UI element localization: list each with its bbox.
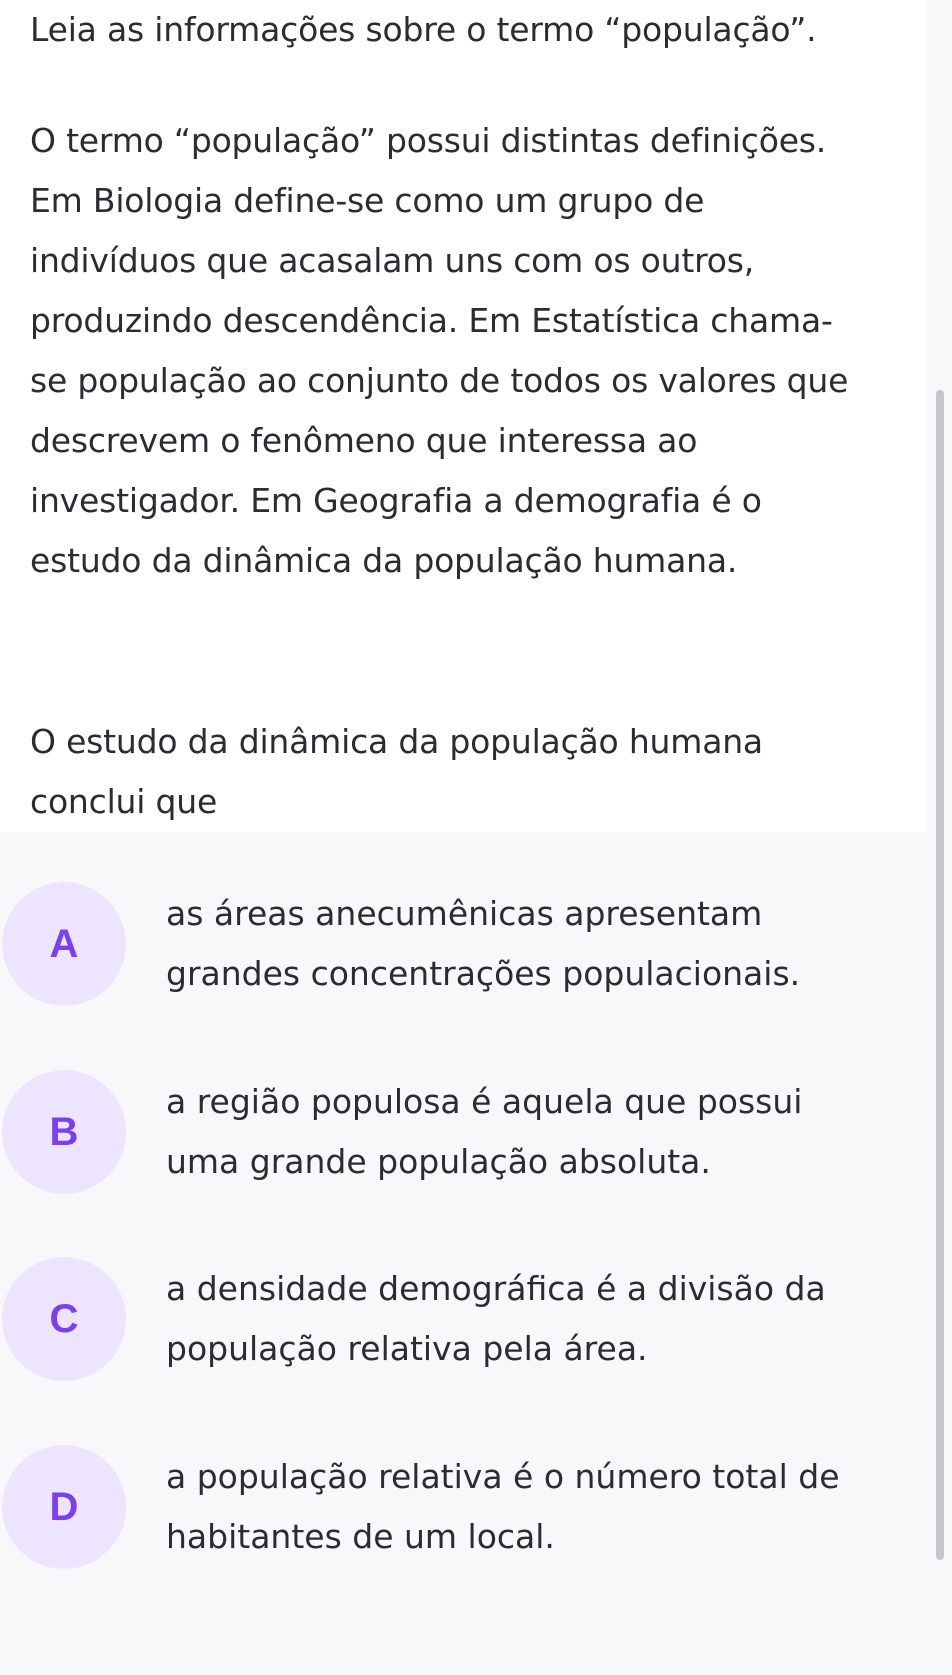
passage-line: se população ao conjunto de todos os valores que — [30, 361, 849, 400]
prompt-line: O estudo da dinâmica da população humana — [30, 722, 763, 761]
option-b[interactable] — [0, 1070, 926, 1220]
option-line: uma grande população absoluta. — [166, 1142, 711, 1181]
option-a[interactable] — [0, 882, 926, 1032]
option-a-badge[interactable]: A — [2, 882, 126, 1006]
question-intro: Leia as informações sobre o termo “população”. — [30, 10, 817, 49]
option-a-text[interactable] — [166, 884, 926, 1004]
passage-line: produzindo descendência. Em Estatística chama- — [30, 301, 833, 340]
option-c[interactable] — [0, 1257, 926, 1407]
passage-line: O termo “população” possui distintas definições. — [30, 121, 827, 160]
option-c-text[interactable] — [166, 1259, 926, 1379]
option-b-badge[interactable]: B — [2, 1070, 126, 1194]
answer-options — [0, 832, 926, 1675]
option-line: habitantes de um local. — [166, 1517, 555, 1556]
option-line: a região populosa é aquela que possui — [166, 1082, 803, 1121]
vertical-scrollbar[interactable] — [936, 390, 944, 1560]
option-d[interactable] — [0, 1445, 926, 1595]
passage-line: indivíduos que acasalam uns com os outros, — [30, 241, 755, 280]
question-panel — [0, 0, 926, 832]
option-b-text[interactable] — [166, 1072, 926, 1192]
option-line: as áreas anecumênicas apresentam — [166, 894, 763, 933]
question-prompt — [30, 712, 930, 832]
passage-line: descrevem o fenômeno que interessa ao — [30, 421, 698, 460]
option-line: grandes concentrações populacionais. — [166, 954, 801, 993]
option-c-badge[interactable]: C — [2, 1257, 126, 1381]
option-line: a população relativa é o número total de — [166, 1457, 840, 1496]
option-line: a densidade demográfica é a divisão da — [166, 1269, 826, 1308]
option-line: população relativa pela área. — [166, 1329, 648, 1368]
question-passage — [30, 111, 930, 591]
prompt-line: conclui que — [30, 782, 218, 821]
passage-line: estudo da dinâmica da população humana. — [30, 541, 738, 580]
passage-line: Em Biologia define-se como um grupo de — [30, 181, 705, 220]
option-d-text[interactable] — [166, 1447, 926, 1567]
passage-line: investigador. Em Geografia a demografia é o — [30, 481, 762, 520]
option-d-badge[interactable]: D — [2, 1445, 126, 1569]
